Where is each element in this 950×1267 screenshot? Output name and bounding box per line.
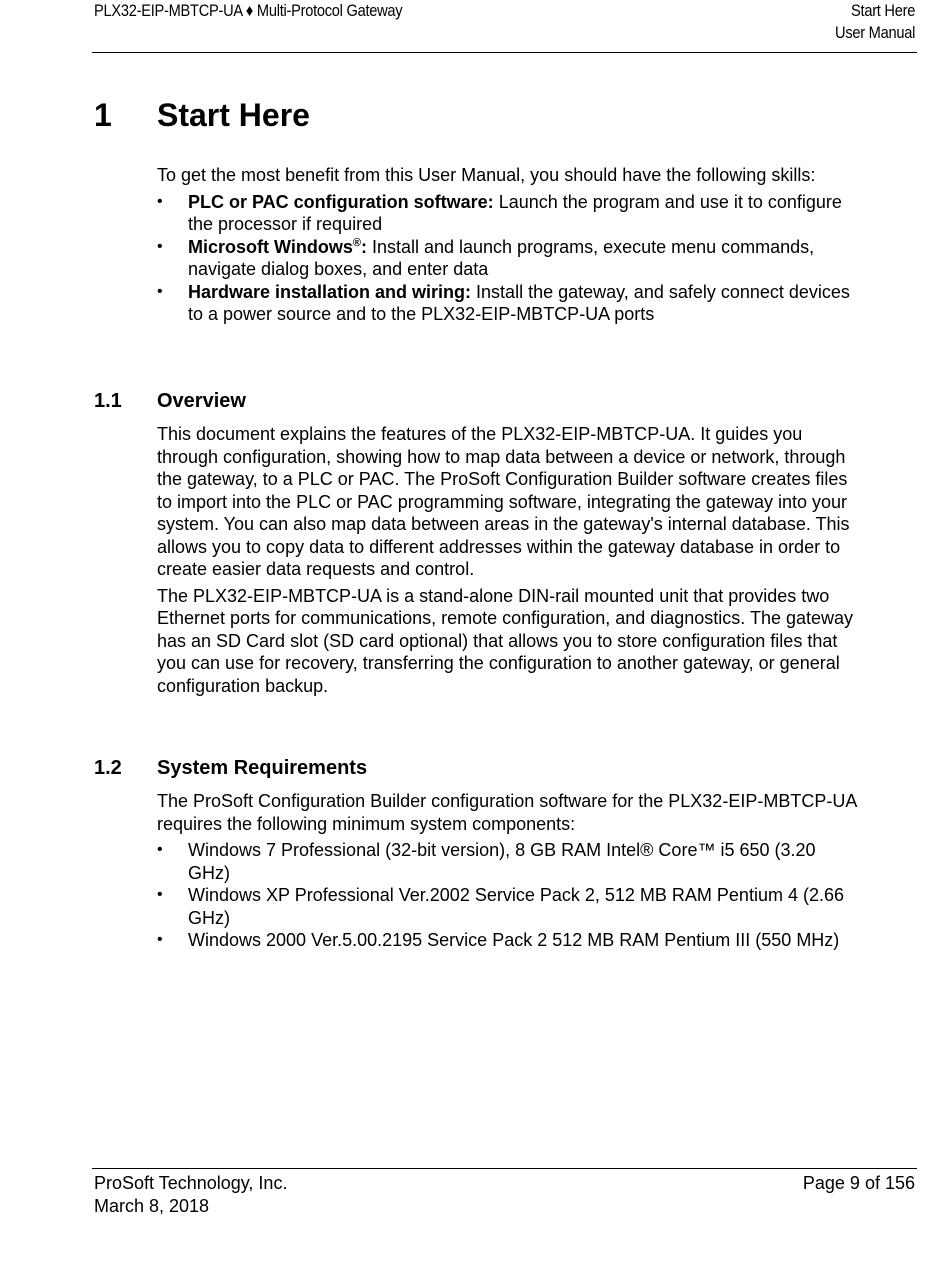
header-divider (92, 52, 917, 53)
requirements-paragraph: The ProSoft Configuration Builder configuration software for the PLX32-EIP-MBTCP-UA requires the following minimum system components: (157, 791, 857, 834)
skill-description: Install the gateway, and safely connect devices to a power source and to the PLX32-EIP-MBTCP-UA ports (188, 281, 850, 324)
skill-term-colon: : (360, 236, 367, 257)
intro-paragraph: To get the most benefit from this User Manual, you should have the following skills: (157, 165, 816, 185)
skill-term: PLC or PAC configuration software: (188, 191, 494, 212)
skill-term-name: Microsoft Windows (188, 236, 353, 257)
requirements-list (157, 839, 857, 952)
list-item: • Windows 7 Professional (32-bit version), 8 GB RAM Intel® Core™ i5 650 (3.20 GHz) (157, 839, 857, 884)
skill-description: Install and launch programs, execute menu commands, navigate dialog boxes, and enter data (188, 236, 815, 279)
overview-paragraph-2: The PLX32-EIP-MBTCP-UA is a stand-alone DIN-rail mounted unit that provides two Ethernet ports for communications, remote configuration, and diagnostics. The gateway has an SD Card slot (SD card optional) that allows you to store configuration files that you can use for recovery, transferring the configuration to another gateway, or general configuration backup. (157, 585, 854, 696)
skill-description: Launch the program and use it to configure the processor if required (188, 191, 842, 234)
footer-company: ProSoft Technology, Inc. (94, 1173, 288, 1193)
chapter-heading (94, 94, 310, 136)
skill-term (188, 237, 367, 257)
overview-paragraph-1: This document explains the features of the PLX32-EIP-MBTCP-UA. It guides you through configuration, showing how to map data between a device or network, through the gateway, to a PLC or PAC. The ProSoft Configuration Builder software creates files to import into the PLC or PAC programming software, integrating the gateway into your system. You can also map data between areas in the gateway's internal database. This allows you to copy data to different addresses within the gateway database in order to create easier data requests and control. (157, 424, 850, 579)
list-item (157, 281, 857, 326)
registered-mark: ® (352, 236, 361, 249)
section-title: Overview (157, 390, 246, 412)
list-item (157, 191, 857, 236)
requirements-block (157, 790, 857, 952)
running-header-section (835, 0, 915, 44)
section-heading-system-requirements (94, 755, 367, 781)
section-heading-overview (94, 388, 246, 414)
skill-term: Hardware installation and wiring: (188, 281, 472, 302)
chapter-number: 1 (94, 97, 112, 133)
footer-left (94, 1172, 287, 1217)
list-item: • Windows XP Professional Ver.2002 Service Pack 2, 512 MB RAM Pentium 4 (2.66 GHz) (157, 884, 857, 929)
page-number: Page 9 of 156 (802, 1173, 915, 1193)
chapter-title: Start Here (157, 97, 310, 133)
footer-date: March 8, 2018 (94, 1195, 210, 1216)
skills-list (157, 191, 857, 326)
section-title: System Requirements (157, 757, 368, 779)
intro-block (157, 164, 857, 326)
running-header-title: PLX32-EIP-MBTCP-UA ♦ Multi-Protocol Gateway (94, 1, 403, 20)
section-number: 1.2 (94, 757, 122, 779)
header-chapter-name: Start Here (850, 1, 915, 20)
list-item (157, 236, 857, 281)
section-number: 1.1 (94, 390, 122, 412)
footer-divider (92, 1168, 917, 1169)
overview-block (157, 423, 857, 701)
list-item: • Windows 2000 Ver.5.00.2195 Service Pack 2 512 MB RAM Pentium III (550 MHz) (157, 929, 857, 952)
header-doc-type: User Manual (834, 23, 915, 42)
